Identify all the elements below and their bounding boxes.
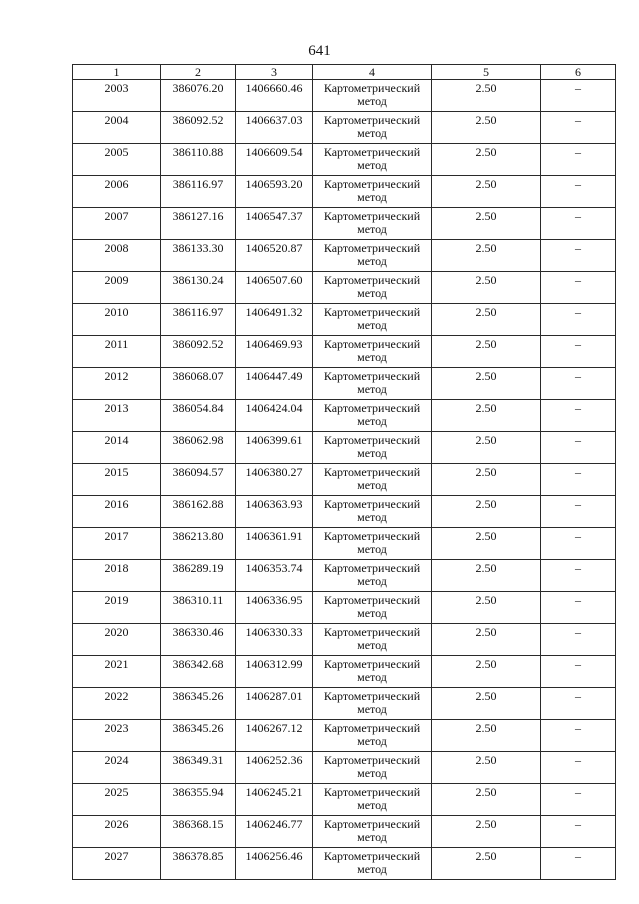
accuracy-cell: 2.50 (432, 848, 541, 880)
x-coordinate-cell: 386345.26 (161, 688, 236, 720)
table-row (73, 240, 616, 272)
x-coordinate-cell: 386289.19 (161, 560, 236, 592)
note-cell: – (541, 272, 616, 304)
table-row (73, 176, 616, 208)
x-coordinate-cell: 386130.24 (161, 272, 236, 304)
point-number-cell: 2018 (73, 560, 161, 592)
method-cell: Картометрический метод (313, 496, 432, 528)
table-row (73, 560, 616, 592)
x-coordinate-cell: 386062.98 (161, 432, 236, 464)
y-coordinate-cell: 1406469.93 (236, 336, 313, 368)
method-cell: Картометрический метод (313, 368, 432, 400)
note-cell: – (541, 304, 616, 336)
method-cell: Картометрический метод (313, 848, 432, 880)
method-cell: Картометрический метод (313, 528, 432, 560)
note-cell: – (541, 720, 616, 752)
column-header: 1 (73, 65, 161, 80)
accuracy-cell: 2.50 (432, 400, 541, 432)
method-cell: Картометрический метод (313, 176, 432, 208)
x-coordinate-cell: 386092.52 (161, 112, 236, 144)
accuracy-cell: 2.50 (432, 272, 541, 304)
point-number-cell: 2017 (73, 528, 161, 560)
point-number-cell: 2009 (73, 272, 161, 304)
point-number-cell: 2021 (73, 656, 161, 688)
note-cell: – (541, 688, 616, 720)
x-coordinate-cell: 386076.20 (161, 80, 236, 112)
accuracy-cell: 2.50 (432, 336, 541, 368)
y-coordinate-cell: 1406507.60 (236, 272, 313, 304)
point-number-cell: 2008 (73, 240, 161, 272)
method-cell: Картометрический метод (313, 304, 432, 336)
method-cell: Картометрический метод (313, 112, 432, 144)
method-cell: Картометрический метод (313, 432, 432, 464)
accuracy-cell: 2.50 (432, 752, 541, 784)
x-coordinate-cell: 386094.57 (161, 464, 236, 496)
method-cell: Картометрический метод (313, 80, 432, 112)
accuracy-cell: 2.50 (432, 112, 541, 144)
accuracy-cell: 2.50 (432, 144, 541, 176)
table-row (73, 816, 616, 848)
note-cell: – (541, 496, 616, 528)
note-cell: – (541, 368, 616, 400)
accuracy-cell: 2.50 (432, 592, 541, 624)
table-row (73, 144, 616, 176)
table-row (73, 336, 616, 368)
x-coordinate-cell: 386345.26 (161, 720, 236, 752)
y-coordinate-cell: 1406447.49 (236, 368, 313, 400)
method-cell: Картометрический метод (313, 656, 432, 688)
y-coordinate-cell: 1406256.46 (236, 848, 313, 880)
note-cell: – (541, 400, 616, 432)
note-cell: – (541, 784, 616, 816)
note-cell: – (541, 848, 616, 880)
method-cell: Картометрический метод (313, 592, 432, 624)
method-cell: Картометрический метод (313, 208, 432, 240)
note-cell: – (541, 592, 616, 624)
table-row (73, 208, 616, 240)
page-number: 641 (308, 43, 331, 59)
table-body (73, 80, 616, 880)
note-cell: – (541, 464, 616, 496)
x-coordinate-cell: 386110.88 (161, 144, 236, 176)
point-number-cell: 2024 (73, 752, 161, 784)
point-number-cell: 2027 (73, 848, 161, 880)
method-cell: Картометрический метод (313, 816, 432, 848)
method-cell: Картометрический метод (313, 752, 432, 784)
x-coordinate-cell: 386092.52 (161, 336, 236, 368)
point-number-cell: 2019 (73, 592, 161, 624)
point-number-cell: 2022 (73, 688, 161, 720)
accuracy-cell: 2.50 (432, 624, 541, 656)
y-coordinate-cell: 1406336.95 (236, 592, 313, 624)
y-coordinate-cell: 1406267.12 (236, 720, 313, 752)
accuracy-cell: 2.50 (432, 784, 541, 816)
point-number-cell: 2025 (73, 784, 161, 816)
note-cell: – (541, 656, 616, 688)
table-row (73, 752, 616, 784)
table-row (73, 304, 616, 336)
point-number-cell: 2013 (73, 400, 161, 432)
point-number-cell: 2020 (73, 624, 161, 656)
y-coordinate-cell: 1406660.46 (236, 80, 313, 112)
point-number-cell: 2004 (73, 112, 161, 144)
x-coordinate-cell: 386162.88 (161, 496, 236, 528)
table-row (73, 272, 616, 304)
note-cell: – (541, 80, 616, 112)
x-coordinate-cell: 386116.97 (161, 304, 236, 336)
table-row (73, 464, 616, 496)
note-cell: – (541, 240, 616, 272)
y-coordinate-cell: 1406593.20 (236, 176, 313, 208)
point-number-cell: 2003 (73, 80, 161, 112)
y-coordinate-cell: 1406491.32 (236, 304, 313, 336)
note-cell: – (541, 144, 616, 176)
point-number-cell: 2023 (73, 720, 161, 752)
header-row (73, 65, 616, 80)
y-coordinate-cell: 1406330.33 (236, 624, 313, 656)
accuracy-cell: 2.50 (432, 464, 541, 496)
table-row (73, 688, 616, 720)
x-coordinate-cell: 386054.84 (161, 400, 236, 432)
table-row (73, 112, 616, 144)
note-cell: – (541, 528, 616, 560)
x-coordinate-cell: 386368.15 (161, 816, 236, 848)
note-cell: – (541, 432, 616, 464)
method-cell: Картометрический метод (313, 240, 432, 272)
y-coordinate-cell: 1406361.91 (236, 528, 313, 560)
accuracy-cell: 2.50 (432, 688, 541, 720)
accuracy-cell: 2.50 (432, 304, 541, 336)
note-cell: – (541, 336, 616, 368)
accuracy-cell: 2.50 (432, 656, 541, 688)
y-coordinate-cell: 1406246.77 (236, 816, 313, 848)
y-coordinate-cell: 1406520.87 (236, 240, 313, 272)
method-cell: Картометрический метод (313, 624, 432, 656)
point-number-cell: 2010 (73, 304, 161, 336)
accuracy-cell: 2.50 (432, 208, 541, 240)
accuracy-cell: 2.50 (432, 560, 541, 592)
y-coordinate-cell: 1406547.37 (236, 208, 313, 240)
table-row (73, 784, 616, 816)
accuracy-cell: 2.50 (432, 80, 541, 112)
table-row (73, 848, 616, 880)
x-coordinate-cell: 386068.07 (161, 368, 236, 400)
table-row (73, 80, 616, 112)
x-coordinate-cell: 386355.94 (161, 784, 236, 816)
x-coordinate-cell: 386213.80 (161, 528, 236, 560)
note-cell: – (541, 560, 616, 592)
method-cell: Картометрический метод (313, 560, 432, 592)
x-coordinate-cell: 386310.11 (161, 592, 236, 624)
accuracy-cell: 2.50 (432, 176, 541, 208)
column-header: 2 (161, 65, 236, 80)
y-coordinate-cell: 1406252.36 (236, 752, 313, 784)
point-number-cell: 2005 (73, 144, 161, 176)
table-row (73, 368, 616, 400)
y-coordinate-cell: 1406399.61 (236, 432, 313, 464)
accuracy-cell: 2.50 (432, 240, 541, 272)
coordinates-table (72, 64, 616, 880)
accuracy-cell: 2.50 (432, 528, 541, 560)
y-coordinate-cell: 1406353.74 (236, 560, 313, 592)
column-header: 5 (432, 65, 541, 80)
method-cell: Картометрический метод (313, 400, 432, 432)
y-coordinate-cell: 1406312.99 (236, 656, 313, 688)
table-row (73, 624, 616, 656)
note-cell: – (541, 112, 616, 144)
point-number-cell: 2006 (73, 176, 161, 208)
table-row (73, 432, 616, 464)
table-row (73, 656, 616, 688)
accuracy-cell: 2.50 (432, 720, 541, 752)
table-row (73, 528, 616, 560)
note-cell: – (541, 176, 616, 208)
y-coordinate-cell: 1406363.93 (236, 496, 313, 528)
method-cell: Картометрический метод (313, 336, 432, 368)
note-cell: – (541, 816, 616, 848)
point-number-cell: 2012 (73, 368, 161, 400)
y-coordinate-cell: 1406609.54 (236, 144, 313, 176)
table-row (73, 496, 616, 528)
x-coordinate-cell: 386330.46 (161, 624, 236, 656)
y-coordinate-cell: 1406380.27 (236, 464, 313, 496)
table-header (73, 65, 616, 80)
x-coordinate-cell: 386342.68 (161, 656, 236, 688)
x-coordinate-cell: 386133.30 (161, 240, 236, 272)
note-cell: – (541, 624, 616, 656)
column-header: 3 (236, 65, 313, 80)
y-coordinate-cell: 1406424.04 (236, 400, 313, 432)
y-coordinate-cell: 1406637.03 (236, 112, 313, 144)
method-cell: Картометрический метод (313, 272, 432, 304)
accuracy-cell: 2.50 (432, 496, 541, 528)
column-header: 4 (313, 65, 432, 80)
x-coordinate-cell: 386349.31 (161, 752, 236, 784)
x-coordinate-cell: 386116.97 (161, 176, 236, 208)
note-cell: – (541, 208, 616, 240)
point-number-cell: 2014 (73, 432, 161, 464)
point-number-cell: 2016 (73, 496, 161, 528)
point-number-cell: 2007 (73, 208, 161, 240)
point-number-cell: 2011 (73, 336, 161, 368)
x-coordinate-cell: 386378.85 (161, 848, 236, 880)
table-row (73, 400, 616, 432)
method-cell: Картометрический метод (313, 464, 432, 496)
note-cell: – (541, 752, 616, 784)
method-cell: Картометрический метод (313, 144, 432, 176)
method-cell: Картометрический метод (313, 720, 432, 752)
y-coordinate-cell: 1406245.21 (236, 784, 313, 816)
accuracy-cell: 2.50 (432, 432, 541, 464)
method-cell: Картометрический метод (313, 784, 432, 816)
point-number-cell: 2026 (73, 816, 161, 848)
accuracy-cell: 2.50 (432, 816, 541, 848)
accuracy-cell: 2.50 (432, 368, 541, 400)
y-coordinate-cell: 1406287.01 (236, 688, 313, 720)
point-number-cell: 2015 (73, 464, 161, 496)
table-row (73, 720, 616, 752)
table-row (73, 592, 616, 624)
x-coordinate-cell: 386127.16 (161, 208, 236, 240)
column-header: 6 (541, 65, 616, 80)
method-cell: Картометрический метод (313, 688, 432, 720)
